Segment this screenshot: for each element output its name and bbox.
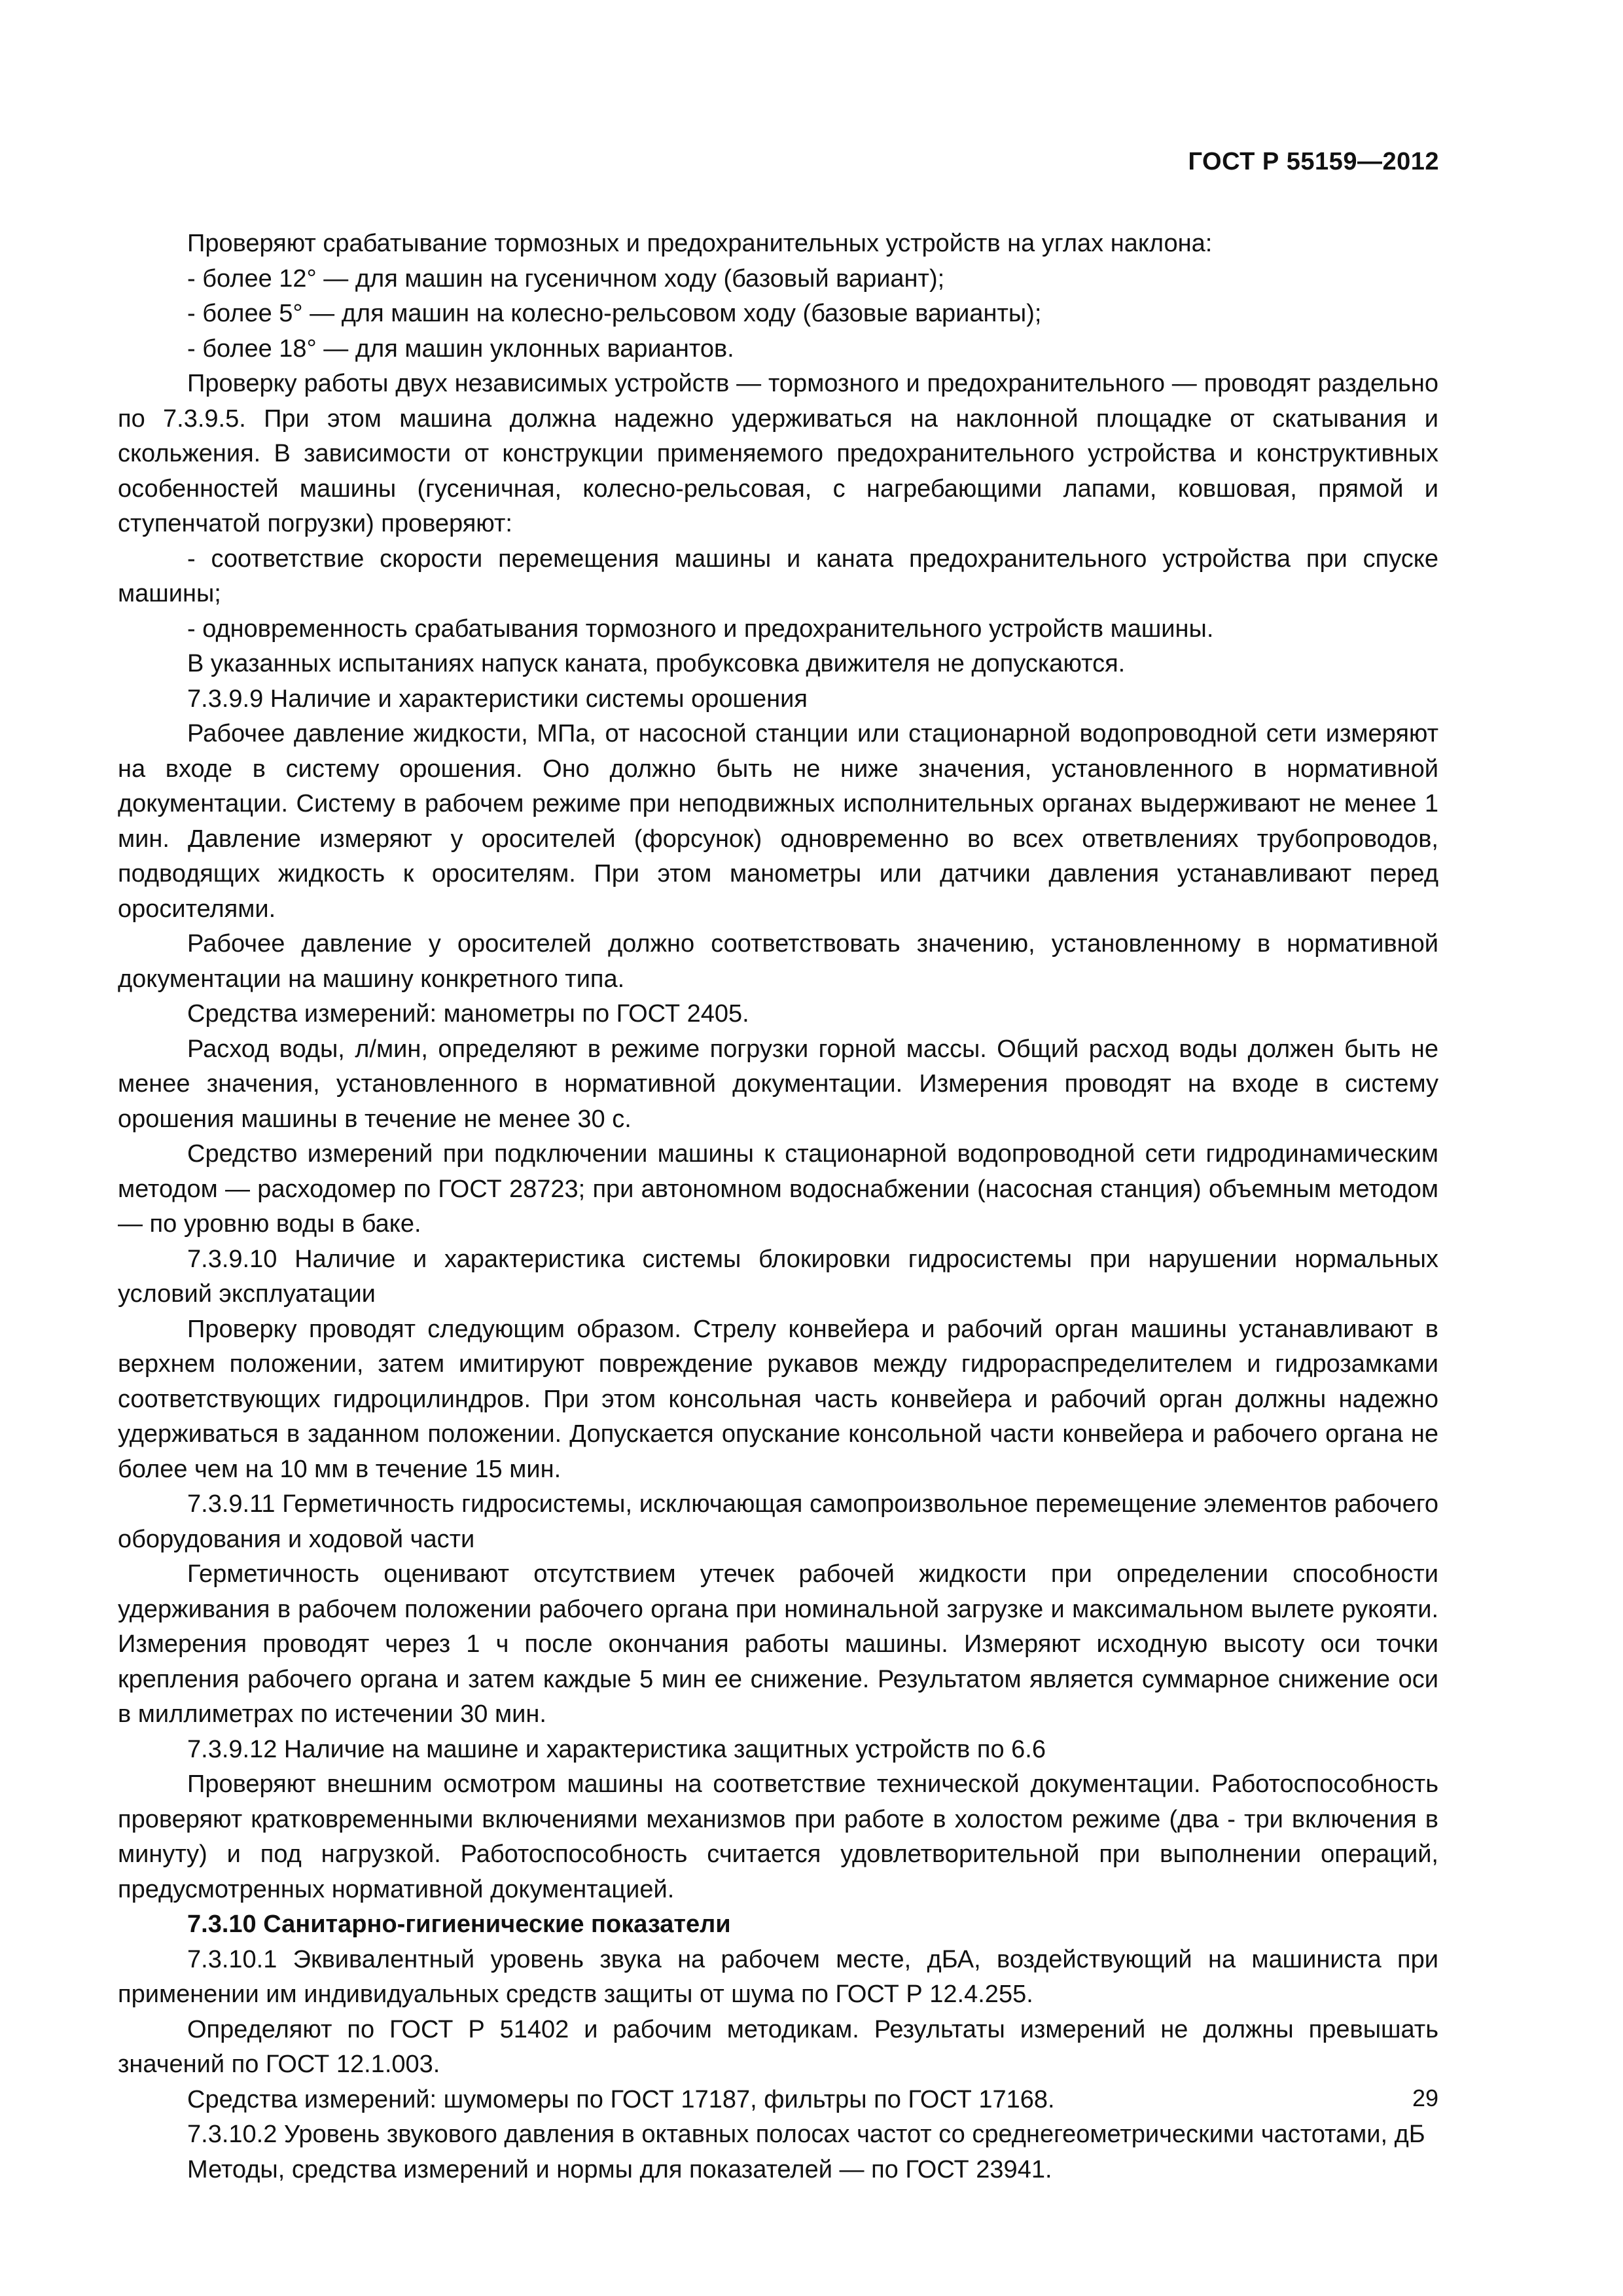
paragraph: Рабочее давление у оросителей должно соответствовать значению, установленному в нормативной документации на машину конкретного типа. (118, 930, 1438, 993)
paragraph: Проверку проводят следующим образом. Стрелу конвейера и рабочий орган машины устанавливают в верхнем положении, затем имитируют повреждение рукавов между гидрораспределителем и гидрозамками соответствующих гидроцилиндров. При этом консольная часть конвейера и рабочий орган должны надежно удерживаться в заданном положении. Допускается опускание консольной части конвейера и рабочего органа не более чем на 10 мм в течение 15 мин. (118, 1315, 1438, 1483)
section-heading: 7.3.10.2 Уровень звукового давления в октавных полосах частот со среднегеометрическими частотами, дБ (187, 2121, 1425, 2148)
section-title: 7.3.10 Санитарно-гигиенические показатели (187, 1910, 731, 1938)
page-number: 29 (1412, 2085, 1438, 2111)
list-item: - более 5° — для машин на колесно-рельсовом ходу (базовые варианты); (187, 300, 1042, 327)
paragraph: Проверку работы двух независимых устройств — тормозного и предохранительного — проводят раздельно по 7.3.9.5. При этом машина должна надежно удерживаться на наклонной площадке от скатывания и скольжения. В зависимости от конструкции применяемого предохранительного устройства и конструктивных особенностей машины (гусеничная, колесно-рельсовая, с нагребающими лапами, ковшовая, прямой и ступенчатой погрузки) проверяют: (118, 370, 1438, 537)
section-heading: 7.3.10.1 Эквивалентный уровень звука на рабочем месте, дБА, воздействующий на машиниста при применении им индивидуальных средств защиты от шума по ГОСТ Р 12.4.255. (118, 1945, 1438, 2008)
paragraph: Проверяют внешним осмотром машины на соответствие технической документации. Работоспособность проверяют кратковременными включениями механизмов при работе в холостом режиме (два - три включения в минуту) и под нагрузкой. Работоспособность считается удовлетворительной при выполнении операций, предусмотренных нормативной документацией. (118, 1770, 1438, 1903)
paragraph: Расход воды, л/мин, определяют в режиме погрузки горной массы. Общий расход воды должен быть не менее значения, установленного в нормативной документации. Измерения проводят на входе в систему орошения машины в течение не менее 30 с. (118, 1035, 1438, 1133)
paragraph: Герметичность оценивают отсутствием утечек рабочей жидкости при определении способности удерживания в рабочем положении рабочего органа при номинальной загрузке и максимальном вылете рукояти. Измерения проводят через 1 ч после окончания работы машины. Измеряют исходную высоту оси точки крепления рабочего органа и затем каждые 5 мин ее снижение. Результатом является суммарное снижение оси в миллиметрах по истечении 30 мин. (118, 1560, 1438, 1728)
paragraph: Средство измерений при подключении машины к стационарной водопроводной сети гидродинамическим методом — расходомер по ГОСТ 28723; при автономном водоснабжении (насосная станция) объемным методом — по уровню воды в баке. (118, 1140, 1438, 1238)
paragraph: Средства измерений: шумомеры по ГОСТ 17187, фильтры по ГОСТ 17168. (187, 2085, 1055, 2113)
document-body (118, 226, 1438, 2187)
document-header: ГОСТ Р 55159—2012 (1188, 148, 1439, 175)
list-item: - одновременность срабатывания тормозного и предохранительного устройств машины. (187, 615, 1214, 643)
paragraph: Средства измерений: манометры по ГОСТ 2405. (187, 1000, 749, 1028)
section-heading: 7.3.9.11 Герметичность гидросистемы, исключающая самопроизвольное перемещение элементов рабочего оборудования и ходовой части (118, 1490, 1438, 1553)
section-heading: 7.3.9.10 Наличие и характеристика системы блокировки гидросистемы при нарушении нормальных условий эксплуатации (118, 1245, 1438, 1308)
list-item: - более 12° — для машин на гусеничном ходу (базовый вариант); (187, 264, 945, 293)
paragraph: Определяют по ГОСТ Р 51402 и рабочим методикам. Результаты измерений не должны превышать значений по ГОСТ 12.1.003. (118, 2015, 1438, 2078)
paragraph: Рабочее давление жидкости, МПа, от насосной станции или стационарной водопроводной сети измеряют на входе в систему орошения. Оно должно быть не ниже значения, установленного в нормативной документации. Систему в рабочем режиме при неподвижных исполнительных органах выдерживают не менее 1 мин. Давление измеряют у оросителей (форсунок) одновременно во всех ответвлениях трубопроводов, подводящих жидкость к оросителям. При этом манометры или датчики давления устанавливают перед оросителями. (118, 720, 1438, 923)
paragraph: Методы, средства измерений и нормы для показателей — по ГОСТ 23941. (187, 2155, 1052, 2183)
list-item: - более 18° — для машин уклонных вариантов. (187, 334, 734, 363)
list-item: - соответствие скорости перемещения машины и каната предохранительного устройства при спуске машины; (118, 545, 1438, 607)
paragraph: В указанных испытаниях напуск каната, пробуксовка движителя не допускаются. (187, 650, 1126, 677)
section-heading: 7.3.9.12 Наличие на машине и характеристика защитных устройств по 6.6 (187, 1735, 1046, 1763)
paragraph: Проверяют срабатывание тормозных и предохранительных устройств на углах наклона: (187, 230, 1213, 257)
section-heading: 7.3.9.9 Наличие и характеристики системы орошения (187, 685, 808, 713)
